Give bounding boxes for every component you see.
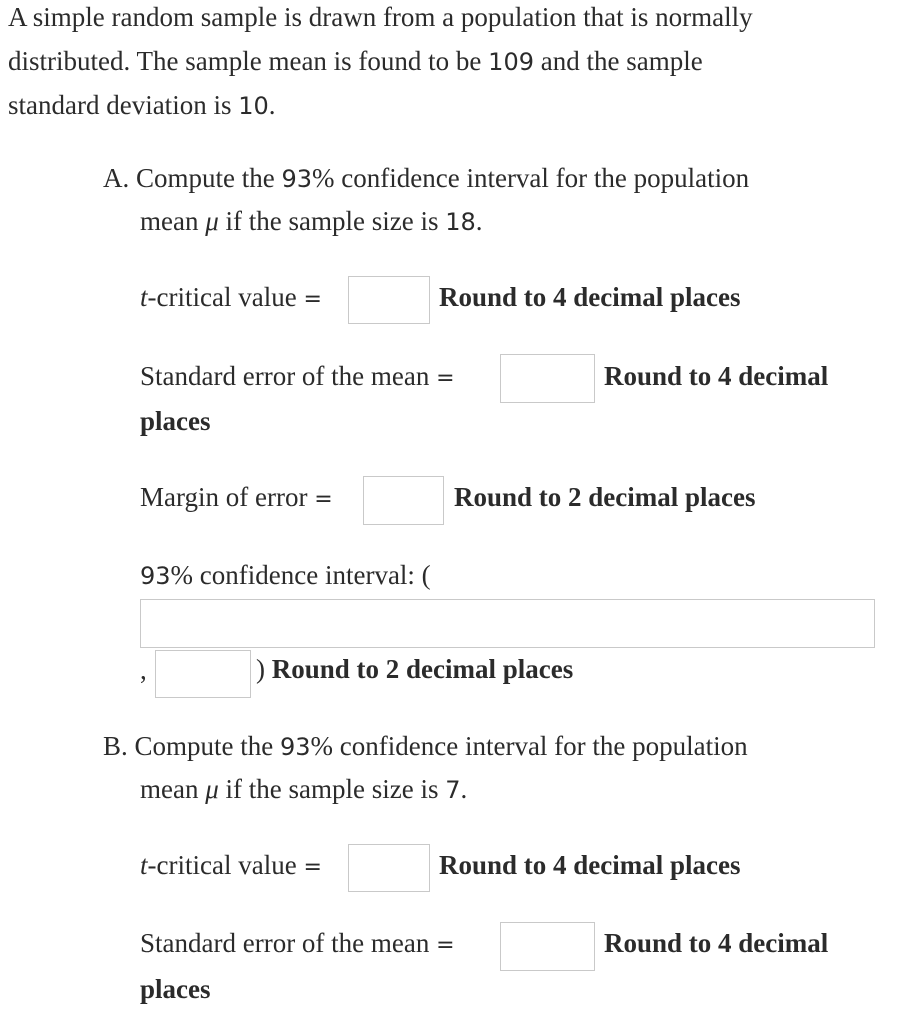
mu-symbol: μ: [205, 206, 219, 236]
part-a-tcrit-input[interactable]: [348, 276, 430, 324]
sample-sd-value: 10: [238, 92, 269, 120]
part-a-ci-round-hint: Round to 2 decimal places: [271, 654, 574, 684]
part-b-tcrit-round-hint: Round to 4 decimal places: [439, 850, 741, 880]
part-b-text-2b: if the sample size is: [218, 774, 446, 804]
intro-text-2a: distributed. The sample mean is found to be: [8, 46, 489, 76]
part-a-se-round-hint: Round to 4 decimal: [604, 361, 829, 391]
t-symbol: t: [140, 850, 148, 880]
part-b-question-line-1: [103, 731, 748, 762]
se-label-text: Standard error of the mean: [140, 361, 430, 391]
part-a-moe-input[interactable]: [363, 476, 444, 525]
part-b-tcrit-label: [140, 850, 322, 881]
sample-mean-value: 109: [488, 48, 534, 76]
part-a-text-2c: .: [475, 206, 483, 236]
part-a-question-line-2: [140, 206, 483, 237]
equals-sign: =: [436, 366, 455, 391]
part-b-text-2a: mean: [140, 774, 206, 804]
intro-line-3: [8, 90, 276, 121]
part-a-text-1a: Compute the: [136, 163, 282, 193]
part-b-text-1b: % confidence interval for the population: [310, 731, 748, 761]
part-b-letter: B.: [103, 731, 128, 761]
moe-label-text: Margin of error: [140, 482, 308, 512]
ci-label-text: % confidence interval: (: [170, 560, 431, 590]
intro-line-2: [8, 46, 703, 77]
equals-sign: =: [314, 487, 333, 512]
intro-text-1: A simple random sample is drawn from a population that is normally: [8, 2, 753, 32]
part-a-moe-round-hint: Round to 2 decimal places: [454, 482, 756, 512]
part-a-ci-upper-input[interactable]: [155, 650, 251, 698]
tcrit-label-text: -critical value: [147, 850, 297, 880]
part-a-tcrit-round-hint: Round to 4 decimal places: [439, 282, 741, 312]
tcrit-label-text: -critical value: [147, 282, 297, 312]
part-b-se-input[interactable]: [500, 922, 595, 971]
part-a-letter: A.: [103, 163, 130, 193]
mu-symbol: μ: [205, 774, 219, 804]
part-b-question-line-2: [140, 774, 467, 805]
part-a-question-line-1: [103, 163, 749, 194]
part-b-text-2c: .: [460, 774, 468, 804]
equals-sign: =: [303, 287, 322, 312]
intro-line-1: [8, 2, 753, 33]
part-b-se-round-hint: Round to 4 decimal: [604, 928, 829, 958]
part-b-se-label: [140, 928, 455, 959]
part-a-se-round-hint-cont: places: [140, 406, 211, 436]
part-a-se-input[interactable]: [500, 354, 595, 403]
part-a-tcrit-label: [140, 282, 322, 313]
part-a-text-2a: mean: [140, 206, 206, 236]
part-a-moe-label: [140, 482, 333, 513]
part-a-ci-lower-input[interactable]: [140, 599, 875, 648]
equals-sign: =: [303, 855, 322, 880]
part-b-tcrit-input[interactable]: [348, 844, 430, 892]
part-a-ci-close: [256, 654, 573, 685]
intro-text-3b: .: [268, 90, 276, 120]
ci-percent: 93: [140, 562, 171, 590]
intro-text-2b: and the sample: [533, 46, 703, 76]
part-a-confidence: 93: [281, 165, 313, 193]
se-label-text: Standard error of the mean: [140, 928, 430, 958]
intro-text-3a: standard deviation is: [8, 90, 239, 120]
part-b-se-round-hint-cont: places: [140, 974, 211, 1004]
part-b-text-1a: Compute the: [134, 731, 280, 761]
ci-close-paren: ): [256, 654, 265, 684]
part-a-ci-label: [140, 560, 431, 591]
part-b-confidence: 93: [280, 733, 311, 761]
part-a-text-1b: % confidence interval for the population: [312, 163, 750, 193]
part-a-text-2b: if the sample size is: [218, 206, 446, 236]
part-b-sample-size: 7: [445, 776, 461, 804]
t-symbol: t: [140, 282, 148, 312]
equals-sign: =: [436, 933, 455, 958]
part-a-sample-size: 18: [445, 208, 476, 236]
ci-comma: ,: [140, 655, 147, 685]
part-a-se-label: [140, 361, 455, 392]
